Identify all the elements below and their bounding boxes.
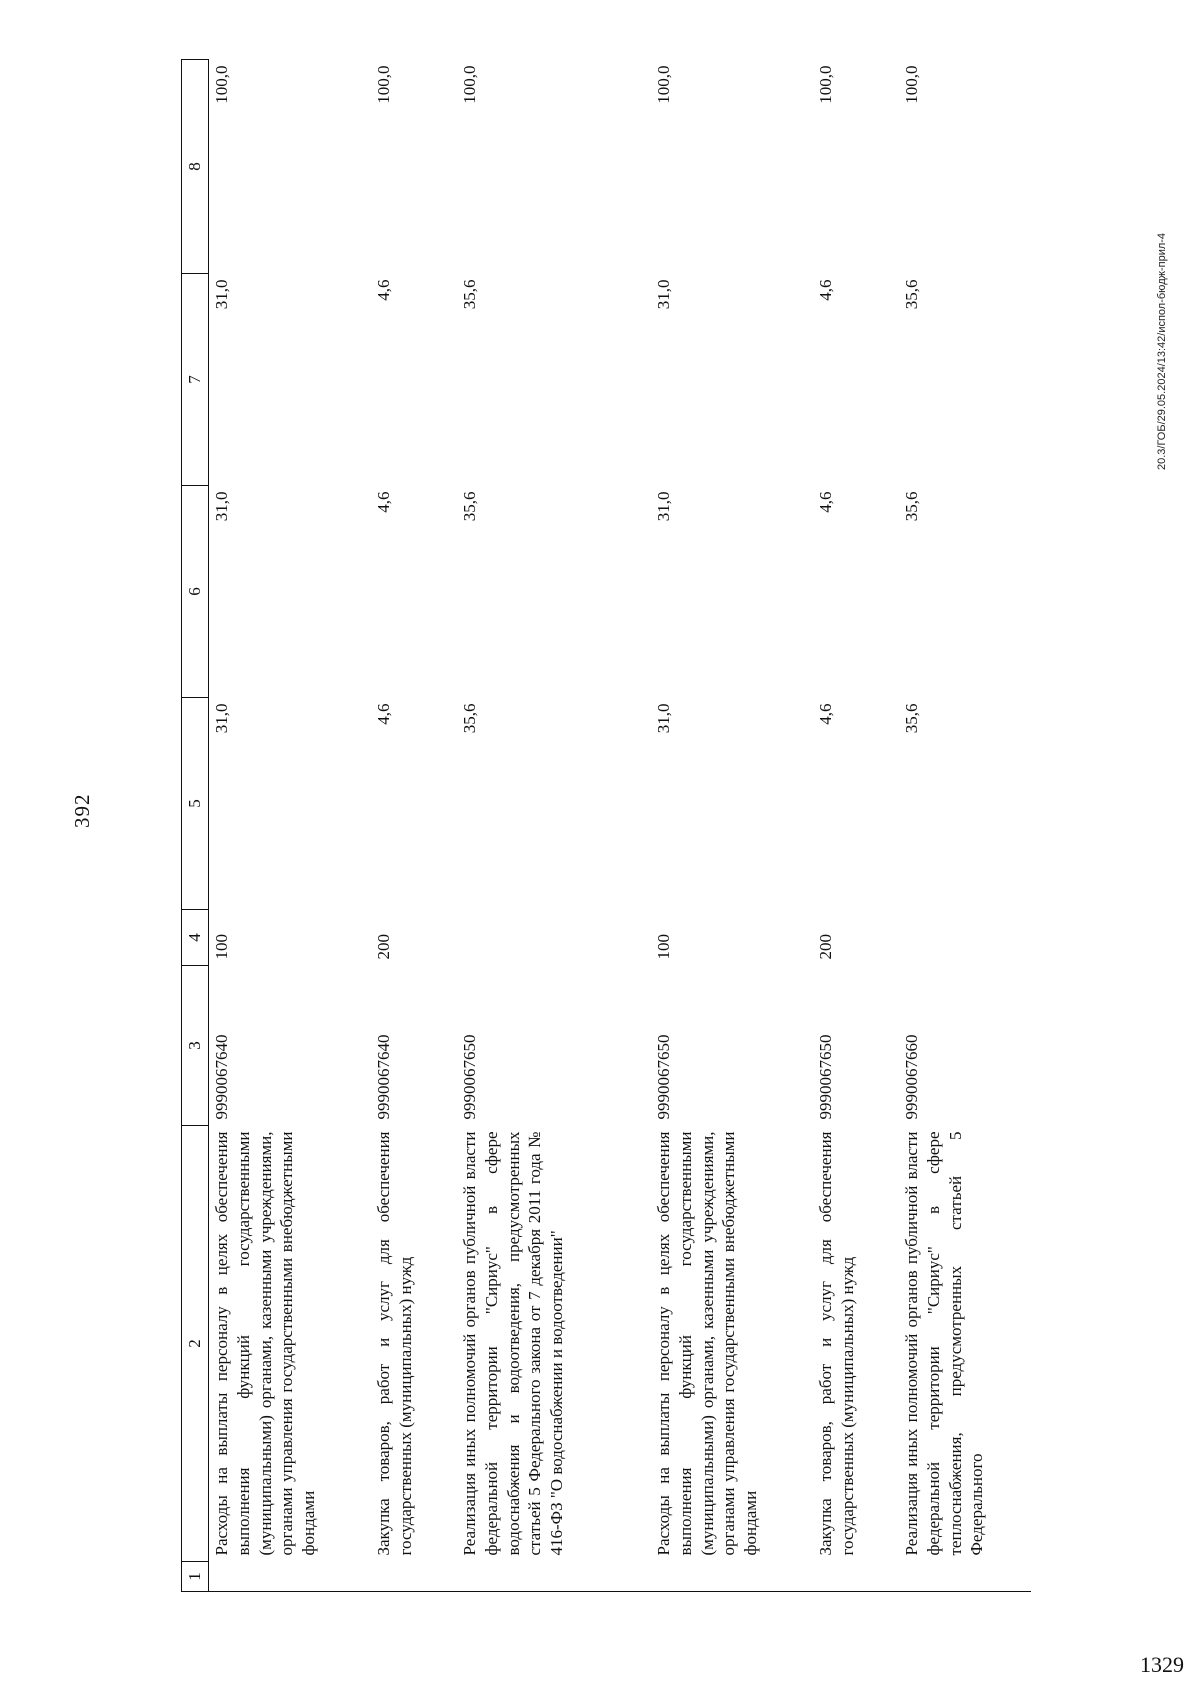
amount-col-7: 35,6 xyxy=(460,279,479,310)
header-col-3: 3 xyxy=(182,966,209,1126)
row-number-cell xyxy=(457,1562,651,1592)
expense-type-code xyxy=(457,910,651,966)
percent-col-8: 100,0 xyxy=(374,65,393,104)
budget-table xyxy=(181,59,1031,1592)
target-article-code: 9990067640 xyxy=(374,1034,393,1120)
amount-col-5: 4,6 xyxy=(374,703,393,725)
amount-col-7: 31,0 xyxy=(654,279,673,310)
header-col-8: 8 xyxy=(182,60,209,274)
expense-description: Закупка товаров, работ и услуг для обеспечения государственных (муниципальных) нужд xyxy=(816,1131,857,1556)
row-number-cell xyxy=(651,1562,813,1592)
amount-col-6: 31,0 xyxy=(654,491,673,522)
amount-col-5: 35,6 xyxy=(902,703,921,734)
target-article-code: 9990067650 xyxy=(816,1034,835,1120)
expense-type-code: 200 xyxy=(816,934,835,960)
header-col-4: 4 xyxy=(182,910,209,966)
amount-col-5: 31,0 xyxy=(654,703,673,734)
expense-type-code xyxy=(899,910,1031,966)
header-col-6: 6 xyxy=(182,486,209,698)
expense-description: Реализация иных полномочий органов публичной власти федеральной территории "Сириус" в сфере водоснабжения и водоотведения, предусмотренных статьей 5 Федерального закона от 7 декабря 2011 года № 416-ФЗ "О водоснабжении и водоотведении" xyxy=(460,1131,566,1556)
expense-type-code: 100 xyxy=(654,934,673,960)
percent-col-8: 100,0 xyxy=(212,65,231,104)
document-stamp: 20.3/ГОБ/29.05.2024/13:42/испол-бюдж-прил-4 xyxy=(1156,232,1168,470)
table-row xyxy=(899,60,1031,1592)
row-number-cell xyxy=(899,1562,1031,1592)
target-article-code: 9990067650 xyxy=(460,1034,479,1120)
table-row xyxy=(371,60,457,1592)
table-header-row xyxy=(182,60,209,1592)
expense-type-code: 200 xyxy=(374,934,393,960)
table-row xyxy=(813,60,899,1592)
percent-col-8: 100,0 xyxy=(816,65,835,104)
amount-col-6: 35,6 xyxy=(460,491,479,522)
amount-col-5: 35,6 xyxy=(460,703,479,734)
target-article-code: 9990067640 xyxy=(212,1034,231,1120)
amount-col-7: 31,0 xyxy=(212,279,231,310)
table-row xyxy=(651,60,813,1592)
percent-col-8: 100,0 xyxy=(654,65,673,104)
amount-col-5: 31,0 xyxy=(212,703,231,734)
row-number-cell xyxy=(371,1562,457,1592)
header-col-1: 1 xyxy=(182,1562,209,1592)
amount-col-6: 31,0 xyxy=(212,491,231,522)
amount-col-6: 4,6 xyxy=(374,491,393,513)
header-col-2: 2 xyxy=(182,1126,209,1562)
table-row xyxy=(209,60,372,1592)
header-col-7: 7 xyxy=(182,274,209,486)
target-article-code: 9990067650 xyxy=(654,1034,673,1120)
expense-description: Реализация иных полномочий органов публичной власти федеральной территории "Сириус" в сфере теплоснабжения, предусмотренных статьей 5 Федерального xyxy=(902,1131,987,1556)
target-article-code: 9990067660 xyxy=(902,1034,921,1120)
expense-description: Закупка товаров, работ и услуг для обеспечения государственных (муниципальных) нужд xyxy=(374,1131,415,1556)
expense-description: Расходы на выплаты персоналу в целях обеспечения выполнения функций государственными (муниципальными) органами, казенными учреждениями, органами управления государственными внебюджетными фондами xyxy=(654,1131,760,1556)
amount-col-7: 4,6 xyxy=(816,279,835,301)
row-number-cell xyxy=(813,1562,899,1592)
expense-description: Расходы на выплаты персоналу в целях обеспечения выполнения функций государственными (муниципальными) органами, казенными учреждениями, органами управления государственными внебюджетными фондами xyxy=(212,1131,318,1556)
amount-col-7: 35,6 xyxy=(902,279,921,310)
row-number-cell xyxy=(209,1562,372,1592)
page-number: 392 xyxy=(70,793,94,828)
amount-col-6: 4,6 xyxy=(816,491,835,513)
percent-col-8: 100,0 xyxy=(460,65,479,104)
expense-type-code: 100 xyxy=(212,934,231,960)
amount-col-5: 4,6 xyxy=(816,703,835,725)
amount-col-6: 35,6 xyxy=(902,491,921,522)
header-col-5: 5 xyxy=(182,698,209,910)
footer-page-number: 1329 xyxy=(1140,1652,1184,1677)
percent-col-8: 100,0 xyxy=(902,65,921,104)
rotated-table-wrapper xyxy=(181,60,1061,1592)
table-row xyxy=(457,60,651,1592)
amount-col-7: 4,6 xyxy=(374,279,393,301)
